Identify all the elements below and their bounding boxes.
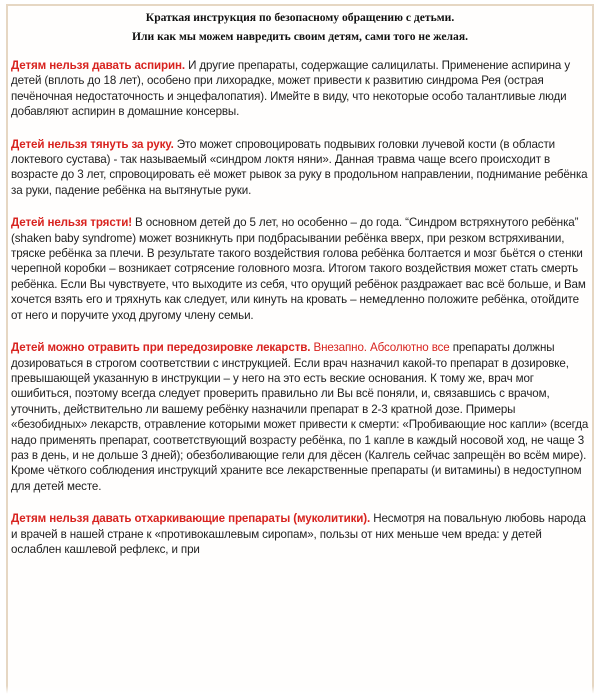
section-overdose-highlight: Внезапно. Абсолютно все (310, 341, 450, 355)
section-shaking-text: В основном детей до 5 лет, но особенно – до года. “Синдром встряхнутого ребёнка” (shaken baby syndrome) может возникнуть при подбрасывании ребёнка вверх, при резком встряхивании, тряске ребёнка за плечи. В результате такого воздействия голова ребёнка болтается и мозг бьётся о стенки черепной коробки – возникает сотрясение головного мозга. Итогом такого воздействия может стать смерть ребёнка. Если Вы чувствуете, что выходите из себя, что орущий ребёнок раздражает вас всё больше, и Вам хочется взять его и тряхнуть как следует, или кинуть на кровать – немедленно положите ребёнка, отойдите от него и поручите уход другому члену семьи. (11, 216, 586, 322)
document-body (11, 58, 593, 574)
section-aspirin-text: И другие препараты, содержащие салицилаты. Применение аспирина у детей (вплоть до 18 лет), особено при лихорадке, может привести к развитию синдрома Рея (острая печёночная недостаточность и энцефалопатия). Имейте в виду, что некоторые особо талантливые люди добавляют аспирин в домашние консервы. (11, 59, 571, 119)
bottom-fade (0, 686, 600, 697)
header-title: Краткая инструкция по безопасному обращению с детьми. (145, 11, 455, 24)
section-overdose (11, 340, 593, 494)
section-pulling-arm-heading: Детей нельзя тянуть за руку. (11, 137, 174, 151)
document-header (0, 8, 600, 46)
header-subtitle: Или как мы можем навредить своим детям, сами того не желая. (131, 30, 468, 43)
section-mucolytics-heading: Детям нельзя давать отхаркивающие препараты (муколитики). (11, 512, 371, 526)
section-mucolytics (11, 511, 593, 557)
section-shaking (11, 215, 593, 323)
section-pulling-arm-text: Это может спровоцировать подвывих головки лучевой кости (в области локтевого сустава) - так называемый «синдром локтя няни». Данная травма чаще всего происходит в возрасте до 3 лет, спровоцировать её может рывок за руку в продольном направлении, поднимание ребёнка за руки, падение ребёнка на вытянутые руки. (11, 137, 588, 197)
section-overdose-text: препараты должны дозироваться в строгом соответствии с инструкцией. Если врач назначил какой-то препарат в дозировке, превышающей указанную в инструкции – у него на это есть веские основания. К тому же, врач мог ошибиться, поэтому всегда следует проверить правильно ли Вы всё поняли, и, связавшись с врачом, уточнить, действительно ли вашему ребёнку назначили препарат в 2-3 кратной дозе. Примеры «безобидных» лекарств, отравление которыми может привести к смерти: «Пробивающие нос капли» (всегда надо применять препарат, соответствующий возрасту ребёнка, по 1 капле в каждый носовой ход, не чаще 3 раз в день, и не дольше 3 дней); обезболивающие гели для дёсен (Калгель сейчас запрещён во всём мире). Кроме чёткого соблюдения инструкций храните все лекарственные препараты (и витамины) в недоступном для детей месте. (11, 341, 589, 493)
section-overdose-heading: Детей можно отравить при передозировке лекарств. (11, 341, 311, 355)
section-pulling-arm (11, 137, 593, 199)
section-shaking-heading: Детей нельзя трясти! (11, 216, 132, 230)
section-mucolytics-text: Несмотря на повальную любовь народа и врачей в нашей стране к «противокашлевым сиропам», пользы от них меньше чем вреда: у детей ослаблен кашлевой рефлекс, и при (11, 512, 586, 556)
section-aspirin-heading: Детям нельзя давать аспирин. (11, 59, 185, 72)
section-aspirin (11, 58, 593, 120)
